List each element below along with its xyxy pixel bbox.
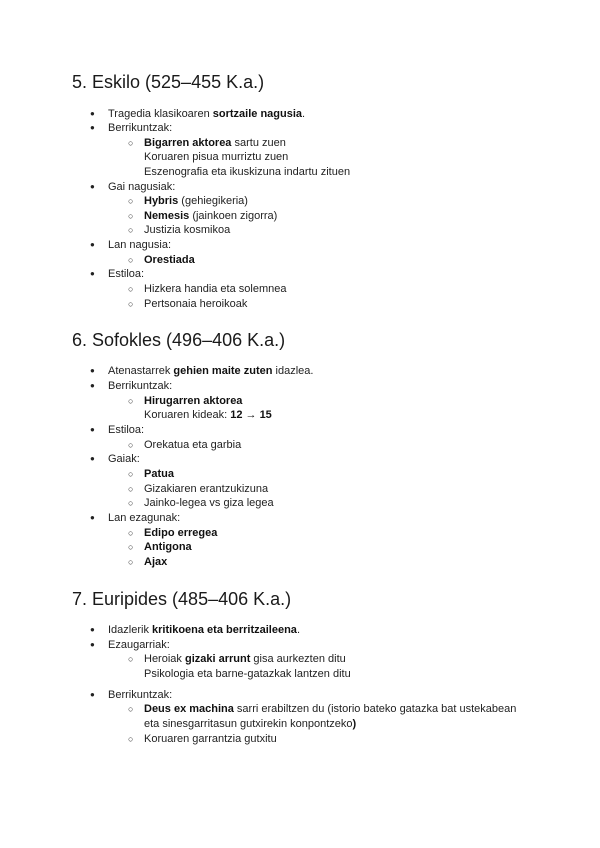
sub-list-item-continuation: Psikologia eta barne-gatazkak lantzen ditu bbox=[144, 668, 351, 680]
sub-list-item-continuation: Eszenografia eta ikuskizuna indartu zituen bbox=[144, 166, 351, 178]
list-item: Estiloa: bbox=[108, 424, 145, 436]
bullet-icon: ● bbox=[90, 690, 95, 699]
list-item: Lan nagusia: bbox=[108, 239, 171, 251]
sub-list-item: Jainko-legea vs giza legea bbox=[144, 497, 274, 509]
sub-bullet-icon: ○ bbox=[128, 299, 134, 309]
sub-list-item: Edipo erregea bbox=[144, 527, 218, 539]
list-item: Berrikuntzak: bbox=[108, 122, 173, 134]
list-item: Atenastarrek gehien maite zuten idazlea. bbox=[108, 365, 314, 377]
sub-list-item: Deus ex machina sarri erabiltzen du (istorio bateko gatazka bat ustekabean bbox=[144, 703, 517, 715]
sub-list-item: Hizkera handia eta solemnea bbox=[144, 283, 287, 295]
sub-list-item-continuation: eta sinesgarritasun gutxirekin konpontzeko) bbox=[144, 718, 357, 730]
bullet-icon: ● bbox=[90, 240, 95, 249]
bullet-icon: ● bbox=[90, 123, 95, 132]
sub-list-item: Bigarren aktorea sartu zuen bbox=[144, 137, 286, 149]
bullet-icon: ● bbox=[90, 109, 95, 118]
list-item: Idazlerik kritikoena eta berritzaileena. bbox=[108, 624, 300, 636]
sub-list-item: Gizakiaren erantzukizuna bbox=[144, 483, 269, 495]
bullet-icon: ● bbox=[90, 640, 95, 649]
sub-bullet-icon: ○ bbox=[128, 704, 134, 714]
sub-list-item: Justizia kosmikoa bbox=[144, 224, 231, 236]
list-item: Tragedia klasikoaren sortzaile nagusia. bbox=[108, 108, 306, 120]
sub-list-item: Heroiak gizaki arrunt gisa aurkezten ditu bbox=[144, 653, 346, 665]
sub-list-item-continuation: Koruaren kideak: 12 → 15 bbox=[144, 409, 272, 421]
sub-list-item: Patua bbox=[144, 468, 174, 480]
sub-list-item: Nemesis (jainkoen zigorra) bbox=[144, 210, 278, 222]
section-heading-eskilo: 5. Eskilo (525–455 K.a.) bbox=[72, 72, 265, 92]
sub-bullet-icon: ○ bbox=[128, 654, 134, 664]
sub-list-item: Hirugarren aktorea bbox=[144, 395, 243, 407]
sub-list-item-continuation: Koruaren pisua murriztu zuen bbox=[144, 151, 289, 163]
sub-list-item: Ajax bbox=[144, 556, 168, 568]
list-item: Berrikuntzak: bbox=[108, 689, 173, 701]
sub-bullet-icon: ○ bbox=[128, 484, 134, 494]
list-item: Gai nagusiak: bbox=[108, 181, 176, 193]
list-item: Ezaugarriak: bbox=[108, 639, 170, 651]
sub-bullet-icon: ○ bbox=[128, 255, 134, 265]
bullet-icon: ● bbox=[90, 454, 95, 463]
sub-list-item: Pertsonaia heroikoak bbox=[144, 298, 248, 310]
bullet-icon: ● bbox=[90, 182, 95, 191]
sub-bullet-icon: ○ bbox=[128, 440, 134, 450]
list-item: Gaiak: bbox=[108, 453, 140, 465]
list-item: Estiloa: bbox=[108, 268, 145, 280]
sub-bullet-icon: ○ bbox=[128, 211, 134, 221]
list-item: Berrikuntzak: bbox=[108, 380, 173, 392]
sub-bullet-icon: ○ bbox=[128, 498, 134, 508]
sub-list-item: Orestiada bbox=[144, 254, 195, 266]
sub-bullet-icon: ○ bbox=[128, 284, 134, 294]
sub-bullet-icon: ○ bbox=[128, 396, 134, 406]
sub-bullet-icon: ○ bbox=[128, 557, 134, 567]
sub-list-item: Koruaren garrantzia gutxitu bbox=[144, 733, 277, 745]
sub-list-item: Hybris (gehiegikeria) bbox=[144, 195, 248, 207]
bullet-icon: ● bbox=[90, 366, 95, 375]
bullet-icon: ● bbox=[90, 381, 95, 390]
sub-bullet-icon: ○ bbox=[128, 196, 134, 206]
sub-bullet-icon: ○ bbox=[128, 469, 134, 479]
bullet-icon: ● bbox=[90, 625, 95, 634]
bullet-icon: ● bbox=[90, 513, 95, 522]
sub-bullet-icon: ○ bbox=[128, 138, 134, 148]
sub-bullet-icon: ○ bbox=[128, 528, 134, 538]
sub-list-item: Antigona bbox=[144, 541, 192, 553]
sub-list-item: Orekatua eta garbia bbox=[144, 439, 242, 451]
section-heading-sofokles: 6. Sofokles (496–406 K.a.) bbox=[72, 330, 286, 350]
sub-bullet-icon: ○ bbox=[128, 225, 134, 235]
bullet-icon: ● bbox=[90, 425, 95, 434]
section-heading-euripides: 7. Euripides (485–406 K.a.) bbox=[72, 589, 292, 609]
list-item: Lan ezagunak: bbox=[108, 512, 181, 524]
sub-bullet-icon: ○ bbox=[128, 734, 134, 744]
bullet-icon: ● bbox=[90, 269, 95, 278]
sub-bullet-icon: ○ bbox=[128, 542, 134, 552]
